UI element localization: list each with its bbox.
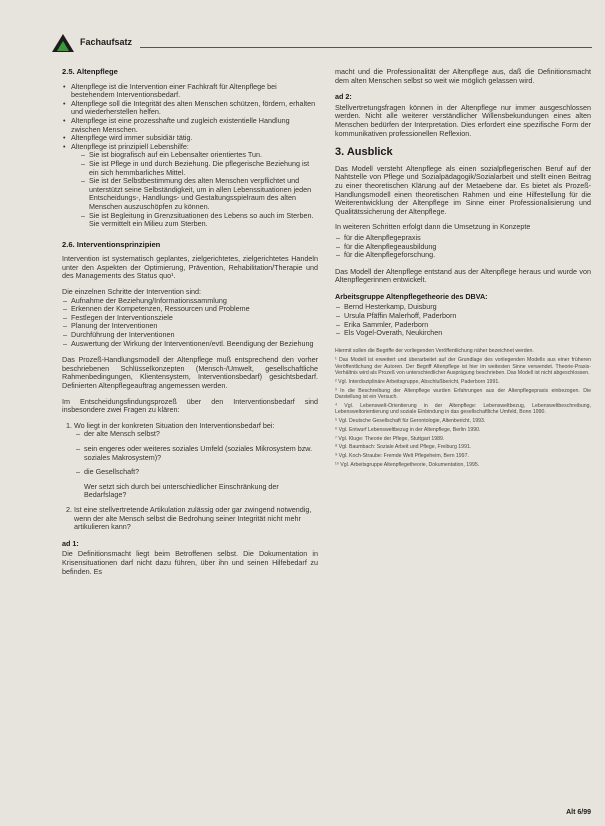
section-2-5-heading: 2.5. Altenpflege — [62, 67, 118, 76]
member-item: – Bernd Hesterkamp, Duisburg — [344, 303, 591, 312]
list-item-text: Altenpflege ist prinzipiell Lebenshilfe: — [71, 141, 189, 151]
sub-list-item: – Sie ist Pflege in und durch Beziehung. Die pflegerische Beziehung ist ein sich hemmbarliches Mittel. — [89, 160, 318, 177]
paragraph: Die Definitionsmacht liegt beim Betroffenen selbst. Die Dokumentation in Krisensituationen darf nicht dazu führen, über ihn und seinen Hilfebedarf zu befinden. Es — [62, 549, 318, 576]
list-item: – Planung der Interventionen — [71, 322, 318, 331]
list-item: • Altenpflege ist eine prozesshafte und zugleich existentielle Handlung zwischen Menschen. — [71, 117, 318, 134]
list-item: – Durchführung der Interventionen — [71, 331, 318, 340]
paragraph: Im Entscheidungsfindungsprozeß über den Interventionsbedarf sind insbesondere zwei Fragen zu klären: — [62, 396, 318, 415]
ad-1-heading: ad 1: — [62, 538, 79, 548]
question-item: 2. Ist eine stellvertretende Artikulation zulässig oder gar zwingend notwendig, wenn der alte Mensch selbst die Bedrohung seiner Integrität nicht mehr artikulieren kann? — [74, 506, 318, 532]
ad-2-heading: ad 2: — [335, 92, 352, 102]
section-2-6-heading: 2.6. Interventionsprinzipien — [62, 239, 161, 249]
sub-list-item: – der alte Mensch selbst? — [84, 430, 318, 439]
sub-list-item: – Sie ist Begleitung in Grenzsituationen des Lebens so auch im Sterben. Sie vermittelt ein Milieu zum Sterben. — [89, 212, 318, 229]
list-item: – Festlegen der Interventionsziele — [71, 314, 318, 323]
questions-list — [62, 422, 318, 532]
footnote: ² Vgl. Interdisziplinäre Arbeitsgruppe, Abschlußbericht, Paderborn 1991. — [335, 378, 500, 385]
footnote: ⁹ Vgl. Koch-Straube: Fremde Welt Pflegeheim, Bern 1997. — [335, 453, 469, 460]
question-item — [74, 422, 318, 500]
footnote: ⁵ Vgl. Deutsche Gesellschaft für Gerontologie, Altenbericht, 1993. — [335, 418, 486, 425]
footnote-intro: Hiermit sollen die Begriffe der vorliegenden Veröffentlichung näher bezeichnet werden. — [335, 347, 534, 354]
list-item: – für die Altenpflegeausbildung — [344, 243, 591, 252]
list-item: – Auswertung der Wirkung der Interventionen/evtl. Beendigung der Beziehung — [71, 340, 318, 349]
left-column — [62, 68, 318, 583]
page-header — [52, 34, 592, 52]
list-item: • Altenpflege wird immer subsidiär tätig. — [71, 134, 318, 143]
section-label: Fachaufsatz — [80, 37, 133, 47]
sub-list-item: – Sie ist der Selbstbestimmung des alten Menschen verpflichtet und unterstützt seine Selbständigkeit, um in allen Lebenssituationen jeden Entscheidungs-, Handlungs- und Gestaltungsspielraum des alten Menschen auszuschöpfen zu können. — [89, 177, 318, 211]
footnotes — [335, 357, 591, 468]
member-item: – Els Vogel-Overath, Neukirchen — [344, 329, 591, 338]
paragraph: Stellvertretungsfragen können in der Altenpflege nur immer ausgeschlossen werden. Nicht alle weiterer verständlicher Willensbekundungen eines alten Menschen bedürfen der Interpretation. Dies erfordert eine spezifische Form der kommunikativen professionellen Reflexion. — [335, 102, 591, 138]
page-footer: Alt 6/99 — [566, 809, 591, 816]
sub-list — [71, 151, 318, 228]
journal-logo-accent-icon — [57, 41, 69, 51]
section-2-5-list — [62, 83, 318, 229]
question-text: Wo liegt in der konkreten Situation den Interventionsbedarf bei: — [74, 420, 275, 430]
footnote: ⁷ Vgl. Kluge: Theorie der Pflege, Stuttgart 1989. — [335, 435, 445, 442]
member-item: – Ursula Pfäffin Malerhoff, Paderborn — [344, 312, 591, 321]
sub-list-item: – Sie ist biografisch auf ein Lebensalter orientiertes Tun. — [89, 151, 318, 160]
paragraph: macht und die Professionalität der Altenpflege aus, daß die Definitionsmacht dem alten Menschen selbst so weit wie möglich gelassen wird. — [335, 67, 591, 85]
paragraph: Die einzelnen Schritte der Intervention sind: — [62, 287, 202, 297]
list-item: – für die Altenpflegepraxis — [344, 234, 591, 243]
list-item: • Altenpflege ist die Intervention einer Fachkraft für Altenpflege bei bestehendem Interventionsbedarf. — [71, 83, 318, 100]
list-item: – Aufnahme der Beziehung/Informationssammlung — [71, 297, 318, 306]
sub-list-item: – die Gesellschaft? — [84, 468, 318, 477]
intervention-steps-list — [62, 297, 318, 349]
sub-list-item: – sein engeres oder weiteres soziales Umfeld (soziales Mikrosystem bzw. soziales Makrosystem)? — [84, 445, 318, 462]
sub-list — [74, 430, 318, 476]
list-item — [71, 143, 318, 229]
list-item: – für die Altenpflegeforschung. — [344, 251, 591, 260]
paragraph: In weiteren Schritten erfolgt dann die Umsetzung in Konzepte — [335, 222, 531, 232]
footnote: ¹⁰ Vgl. Arbeitsgruppe Altenpflegetheorie, Dokumentation, 1995. — [335, 462, 480, 469]
paragraph: Das Prozeß-Handlungsmodell der Altenpflege muß entsprechend den vorher beschriebenen Schlüsselkonzepten (Mensch-/Umwelt, gesellschaftliche Rahmenbedingungen, Klientensystem, Interventionsbedarf) gesichtsbedarf. Definierten Altenpflegeauftrag angemessen werden. — [62, 355, 318, 390]
working-group-members — [335, 303, 591, 337]
right-column — [335, 68, 591, 471]
paragraph: Das Modell versteht Altenpflege als einen sozialpflegerischen Beruf auf der Nahtstelle von Pflege und Sozialpädagogik/Sozialarbeit und stellt einen Beitrag zu einer theoretischen Klärung auf der Metaebene dar. Es bietet als Prozeß-Handlungsmodell einen theoretischen Rahmen und eine Hilfestellung für die Weiterentwicklung der Altenpflege im Sinne einer Professionalisierung und Qualitätssicherung der Altenpflege. — [335, 163, 591, 216]
working-group-heading: Arbeitsgruppe Altenpflegetheorie des DBVA: — [335, 291, 488, 301]
footnote: ⁴ Vgl. Lebenswelt-Orientierung in der Altenpflege: Lebensweltbezug, Lebensweltbeschreibung, Lebensweltorientierung und soziale Einbindung in das gesellschaftliche Umfeld, Bonn 1990. — [335, 402, 591, 416]
concept-list — [335, 234, 591, 260]
footnote: ⁸ Vgl. Baumbach: Soziale Arbeit und Pflege, Freiburg 1991. — [335, 444, 472, 451]
paragraph: Intervention ist systematisch geplantes, zielgerichtetes, zielgerichtetes Handeln unter den Aspekten der Optimierung, Prävention, Rehabilitation/Therapie und des Managements des Status quo¹. — [62, 254, 318, 281]
list-item: • Altenpflege soll die Integrität des alten Menschen schützen, fördern, erhalten und wiederherstellen helfen. — [71, 100, 318, 117]
section-3-heading: 3. Ausblick — [335, 146, 393, 159]
footnote: ⁶ Vgl. Entwurf Lebensweltbezug in der Altenpflege, Berlin 1990. — [335, 426, 481, 433]
header-rule — [140, 47, 592, 48]
paragraph: Das Modell der Altenpflege entstand aus der Altenpflege heraus und wurde von Altenpflegerinnen entwickelt. — [335, 266, 591, 285]
footnote: ³ In die Beschreibung der Altenpflege wurden Erfahrungen aus der Altenpflegepraxis einbezogen. Die Darstellung ist ein Versuch. — [335, 387, 591, 401]
question-note: Wer setzt sich durch bei unterschiedlicher Einschränkung der Bedarfslage? — [84, 481, 279, 500]
footnote: ¹ Das Modell ist erweitert und überarbeitet auf der Grundlage des vorliegenden Modells aus einer früheren Veröffentlichung der Autoren. Der Begriff Altenpflege ist hier im weitesten Sinne verwendet. Theorie-Praxis-Verhältnis wird als Prozeß von unterschiedlicher Ausprägung beschrieben. Das Modell ist nicht abgeschlossen. — [335, 357, 591, 377]
member-item: – Erika Sammler, Paderborn — [344, 321, 591, 330]
list-item: – Erkennen der Kompetenzen, Ressourcen und Probleme — [71, 305, 318, 314]
